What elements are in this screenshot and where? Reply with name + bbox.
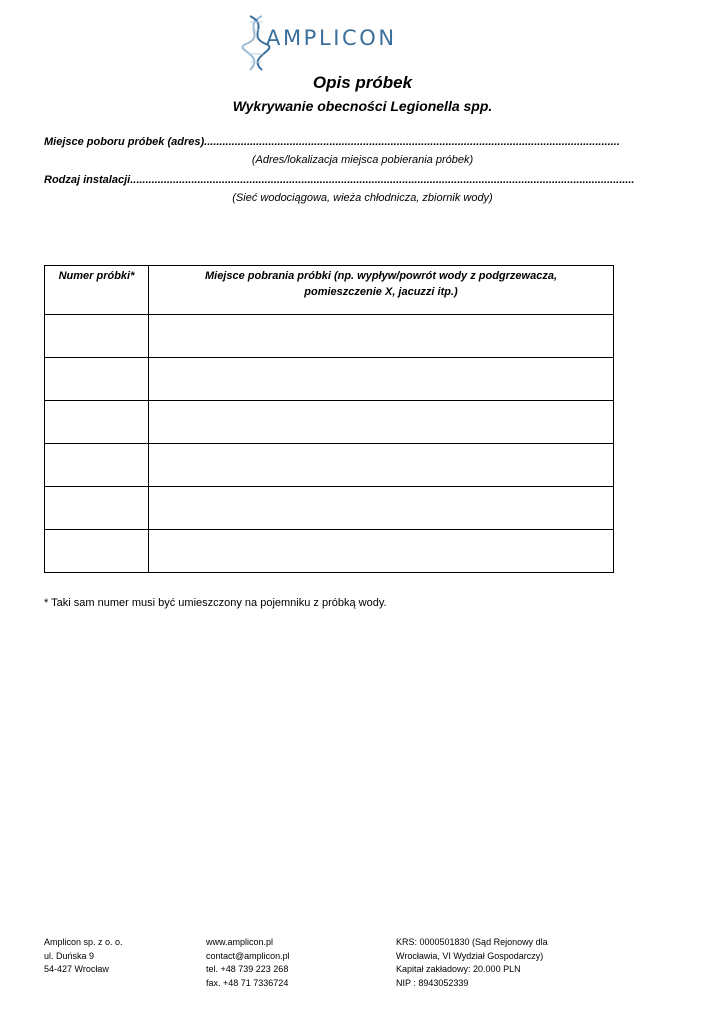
sample-number-cell[interactable]	[45, 358, 149, 401]
sample-number-cell[interactable]	[45, 315, 149, 358]
footer-krs: KRS: 0000501830 (Sąd Rejonowy dla	[396, 937, 548, 947]
sample-location-cell[interactable]	[149, 315, 614, 358]
sample-number-cell[interactable]	[45, 530, 149, 573]
table-row	[45, 358, 614, 401]
table-row	[45, 530, 614, 573]
footer-website-link[interactable]: www.amplicon.pl	[206, 937, 274, 947]
sample-location-cell[interactable]	[149, 444, 614, 487]
footer-court: Wrocławia, VI Wydział Gospodarczy)	[396, 950, 544, 961]
address-dots: ........................................................................................................................................	[204, 136, 620, 148]
installation-hint: (Sieć wodociągowa, wieża chłodnicza, zbiornik wody)	[232, 192, 493, 204]
sample-number-cell[interactable]	[45, 401, 149, 444]
footer-nip: NIP : 8943052339	[396, 977, 469, 988]
sample-location-cell[interactable]	[149, 487, 614, 530]
footer-company-name: Amplicon sp. z o. o.	[44, 937, 123, 947]
address-label: Miejsce poboru próbek (adres)	[44, 136, 205, 148]
page-title: Opis próbek	[312, 73, 413, 92]
header-sample-number: Numer próbki*	[45, 266, 149, 315]
sample-location-cell[interactable]	[149, 530, 614, 573]
address-field[interactable]	[44, 136, 684, 148]
page-subtitle: Wykrywanie obecności Legionella spp.	[232, 98, 493, 114]
footer-capital: Kapitał zakładowy: 20.000 PLN	[396, 964, 521, 974]
logo-text: AMPLICON	[266, 26, 397, 50]
address-hint: (Adres/lokalizacja miejsca pobierania próbek)	[251, 154, 474, 166]
footer-city: 54-427 Wrocław	[44, 964, 109, 974]
footer-phone: tel. +48 739 223 268	[206, 964, 289, 974]
sample-number-cell[interactable]	[45, 444, 149, 487]
table-row	[45, 401, 614, 444]
table-row	[45, 315, 614, 358]
footer-contact	[206, 936, 290, 990]
footer-street: ul. Duńska 9	[44, 950, 95, 961]
table-header-row	[45, 266, 614, 315]
installation-dots: .....................................................................................................................................................................	[130, 174, 635, 186]
samples-table	[44, 265, 614, 573]
sample-number-cell[interactable]	[45, 487, 149, 530]
table-row	[45, 487, 614, 530]
installation-field[interactable]	[44, 174, 684, 186]
footer-email-link[interactable]: contact@amplicon.pl	[206, 950, 290, 961]
footnote: * Taki sam numer musi być umieszczony na pojemniku z próbką wody.	[44, 597, 387, 609]
footer-fax: fax. +48 71 7336724	[206, 977, 289, 988]
header-sample-location: Miejsce pobrania próbki (np. wypływ/powrót wody z podgrzewacza, pomieszczenie X, jacuzzi itp.)	[149, 266, 614, 315]
company-logo	[236, 14, 468, 72]
footer-registry	[396, 936, 548, 990]
sample-location-cell[interactable]	[149, 358, 614, 401]
table-row	[45, 444, 614, 487]
sample-location-cell[interactable]	[149, 401, 614, 444]
installation-label: Rodzaj instalacji	[44, 174, 131, 186]
footer-company	[44, 936, 123, 977]
